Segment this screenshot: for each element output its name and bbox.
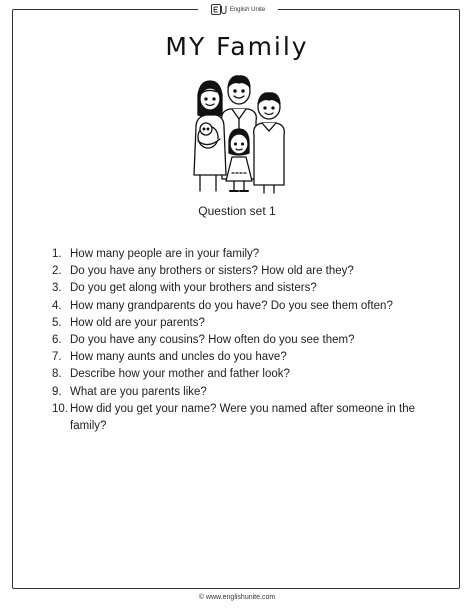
question-text: How many people are in your family? [70,248,260,260]
question-item [52,246,432,263]
question-list [52,246,432,435]
question-item [52,384,432,401]
question-number: 2. [52,265,62,278]
eu-monogram-icon [211,4,227,15]
question-item [52,349,432,366]
question-number: 5. [52,316,62,329]
page-title: MY Family [165,32,309,61]
question-text: How many grandparents do you have? Do you see them often? [70,299,393,312]
question-item [52,298,432,315]
question-text: What are you parents like? [70,385,207,398]
question-set-label: Question set 1 [198,204,276,218]
question-item [52,366,432,383]
question-text: How old are your parents? [70,316,205,329]
logo [198,2,278,17]
question-item [52,315,432,332]
footer-url[interactable]: © www.englishunite.com [198,594,276,601]
question-item [52,263,432,280]
question-number: 1. [52,248,62,260]
question-text: Do you get along with your brothers and sisters? [70,282,317,295]
question-text: Describe how your mother and father look? [70,368,290,381]
question-number: 6. [52,334,62,347]
question-number: 10. [52,402,68,415]
question-item [52,401,432,435]
question-number: 9. [52,385,62,398]
logo-text: English Unite [229,6,266,13]
question-item [52,332,432,349]
question-number: 3. [52,282,62,295]
question-text: How many aunts and uncles do you have? [70,351,287,364]
question-item [52,280,432,297]
question-text: How did you get your name? Were you named after someone in the family? [70,402,415,433]
question-number: 7. [52,351,62,364]
question-text: Do you have any brothers or sisters? How old are they? [70,265,354,278]
question-number: 4. [52,299,62,312]
family-illustration [186,67,290,199]
question-text: Do you have any cousins? How often do you see them? [70,334,355,347]
question-number: 8. [52,368,62,381]
